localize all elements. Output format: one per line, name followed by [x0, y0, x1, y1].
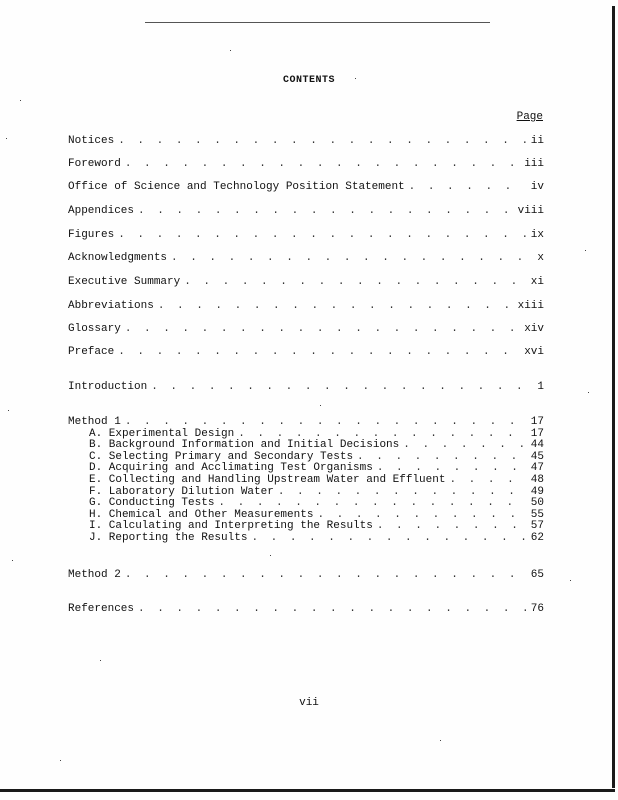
scan-speck — [588, 392, 589, 393]
leader-dots — [449, 475, 526, 486]
toc-entry-label: I. Calculating and Interpreting the Results — [89, 520, 373, 532]
toc-entry-page: 45 — [530, 451, 544, 463]
toc-entry-acknowledgments — [68, 252, 544, 265]
toc-entry-figures — [68, 229, 544, 242]
toc-entry-label: E. Collecting and Handling Upstream Water and Effluent — [89, 474, 446, 486]
toc-entry-page: x — [537, 252, 544, 264]
toc-entry-label: Preface — [68, 346, 115, 358]
toc-entry-introduction — [68, 381, 544, 394]
toc-entry-method-2 — [68, 569, 544, 582]
toc-subentry-j — [89, 533, 544, 544]
toc-entry-label: Introduction — [68, 381, 148, 393]
page-number-footer: vii — [299, 697, 319, 709]
toc-entry-label: C. Selecting Primary and Secondary Tests — [89, 451, 354, 463]
scan-speck — [320, 405, 321, 406]
leader-dots — [158, 300, 514, 313]
toc-entry-label: D. Acquiring and Acclimating Test Organisms — [89, 462, 373, 474]
toc-entry-label: Method 1 — [68, 416, 121, 428]
toc-entry-page: 76 — [530, 603, 544, 615]
toc-entry-page: xvi — [524, 346, 544, 358]
toc-entry-notices — [68, 135, 544, 148]
toc-entry-label: Office of Science and Technology Position Statement — [68, 181, 405, 193]
leader-dots — [118, 135, 526, 148]
toc-entry-label: F. Laboratory Dilution Water — [89, 486, 274, 498]
scan-speck — [440, 740, 441, 741]
toc-entry-page: 57 — [530, 520, 544, 532]
scan-speck — [100, 660, 101, 661]
toc-entry-label: Executive Summary — [68, 276, 181, 288]
leader-dots — [377, 521, 526, 532]
scan-speck — [230, 50, 231, 51]
toc-entry-label: Acknowledgments — [68, 252, 168, 264]
scan-speck — [355, 78, 356, 79]
scan-speck — [60, 760, 61, 761]
toc-entry-page: viii — [517, 205, 544, 217]
leader-dots — [278, 487, 526, 498]
leader-dots — [138, 603, 526, 616]
toc-entry-abbreviations — [68, 300, 544, 313]
toc-entry-page: xi — [530, 276, 544, 288]
leader-dots — [218, 498, 526, 509]
toc-entry-references — [68, 603, 544, 616]
leader-dots — [377, 463, 526, 474]
toc-entry-page: iii — [524, 158, 544, 170]
toc-subentry-e — [89, 475, 544, 486]
toc-entry-glossary — [68, 323, 544, 336]
toc-entry-page: ix — [530, 229, 544, 241]
toc-entry-label: References — [68, 603, 135, 615]
toc-entry-page: xiii — [517, 300, 544, 312]
leader-dots — [403, 440, 526, 451]
toc-entry-page: 47 — [530, 462, 544, 474]
toc-entry-label: Foreword — [68, 158, 121, 170]
toc-subentry-b — [89, 440, 544, 451]
page-column-header: Page — [516, 111, 543, 123]
leader-dots — [125, 569, 526, 582]
toc-entry-label: Appendices — [68, 205, 135, 217]
toc-entry-page: iv — [530, 181, 544, 193]
toc-entry-label: J. Reporting the Results — [89, 532, 248, 544]
toc-entry-page: 62 — [530, 532, 544, 544]
toc-entry-preface — [68, 346, 544, 359]
toc-entry-page: ii — [530, 135, 544, 147]
leader-dots — [409, 181, 526, 194]
toc-entry-foreword — [68, 158, 544, 171]
leader-dots — [125, 158, 520, 171]
leader-dots — [251, 533, 526, 544]
toc-subentry-g — [89, 498, 544, 509]
toc-entry-page: 50 — [530, 497, 544, 509]
toc-entry-page: 44 — [530, 439, 544, 451]
scan-border-right — [612, 6, 615, 788]
leader-dots — [151, 381, 526, 394]
leader-dots — [171, 252, 526, 265]
scan-speck — [6, 138, 7, 139]
top-rule — [145, 22, 490, 23]
scan-speck — [270, 555, 271, 556]
toc-subentry-i — [89, 521, 544, 532]
scan-speck — [570, 580, 571, 581]
scan-border-bottom — [0, 789, 615, 792]
toc-entry-position-statement — [68, 181, 544, 194]
scan-speck — [8, 410, 9, 411]
toc-entry-label: Notices — [68, 135, 115, 147]
toc-entry-appendices — [68, 205, 544, 218]
toc-entry-label: Figures — [68, 229, 115, 241]
toc-subentry-d — [89, 463, 544, 474]
leader-dots — [138, 205, 514, 218]
toc-entry-page: 48 — [530, 474, 544, 486]
toc-entry-label: G. Conducting Tests — [89, 497, 215, 509]
toc-entry-page: 17 — [530, 416, 544, 428]
toc-entry-label: Glossary — [68, 323, 121, 335]
toc-entry-label: Abbreviations — [68, 300, 154, 312]
toc-entry-page: 49 — [530, 486, 544, 498]
toc-entry-label: A. Experimental Design — [89, 428, 235, 440]
toc-entry-executive-summary — [68, 276, 544, 289]
toc-entry-page: 1 — [537, 381, 544, 393]
toc-entry-label: H. Chemical and Other Measurements — [89, 509, 314, 521]
toc-entry-page: 55 — [530, 509, 544, 521]
scan-speck — [585, 250, 586, 251]
leader-dots — [118, 346, 520, 359]
toc-entry-label: Method 2 — [68, 569, 121, 581]
scan-speck — [12, 560, 13, 561]
toc-entry-page: xiv — [524, 323, 544, 335]
leader-dots — [357, 452, 526, 463]
toc-entry-label: B. Background Information and Initial Decisions — [89, 439, 400, 451]
leader-dots — [118, 229, 526, 242]
leader-dots — [184, 276, 526, 289]
contents-title: CONTENTS — [282, 75, 335, 86]
leader-dots — [125, 323, 520, 336]
toc-entry-page: 17 — [530, 428, 544, 440]
toc-entry-page: 65 — [530, 569, 544, 581]
scan-speck — [20, 100, 21, 101]
